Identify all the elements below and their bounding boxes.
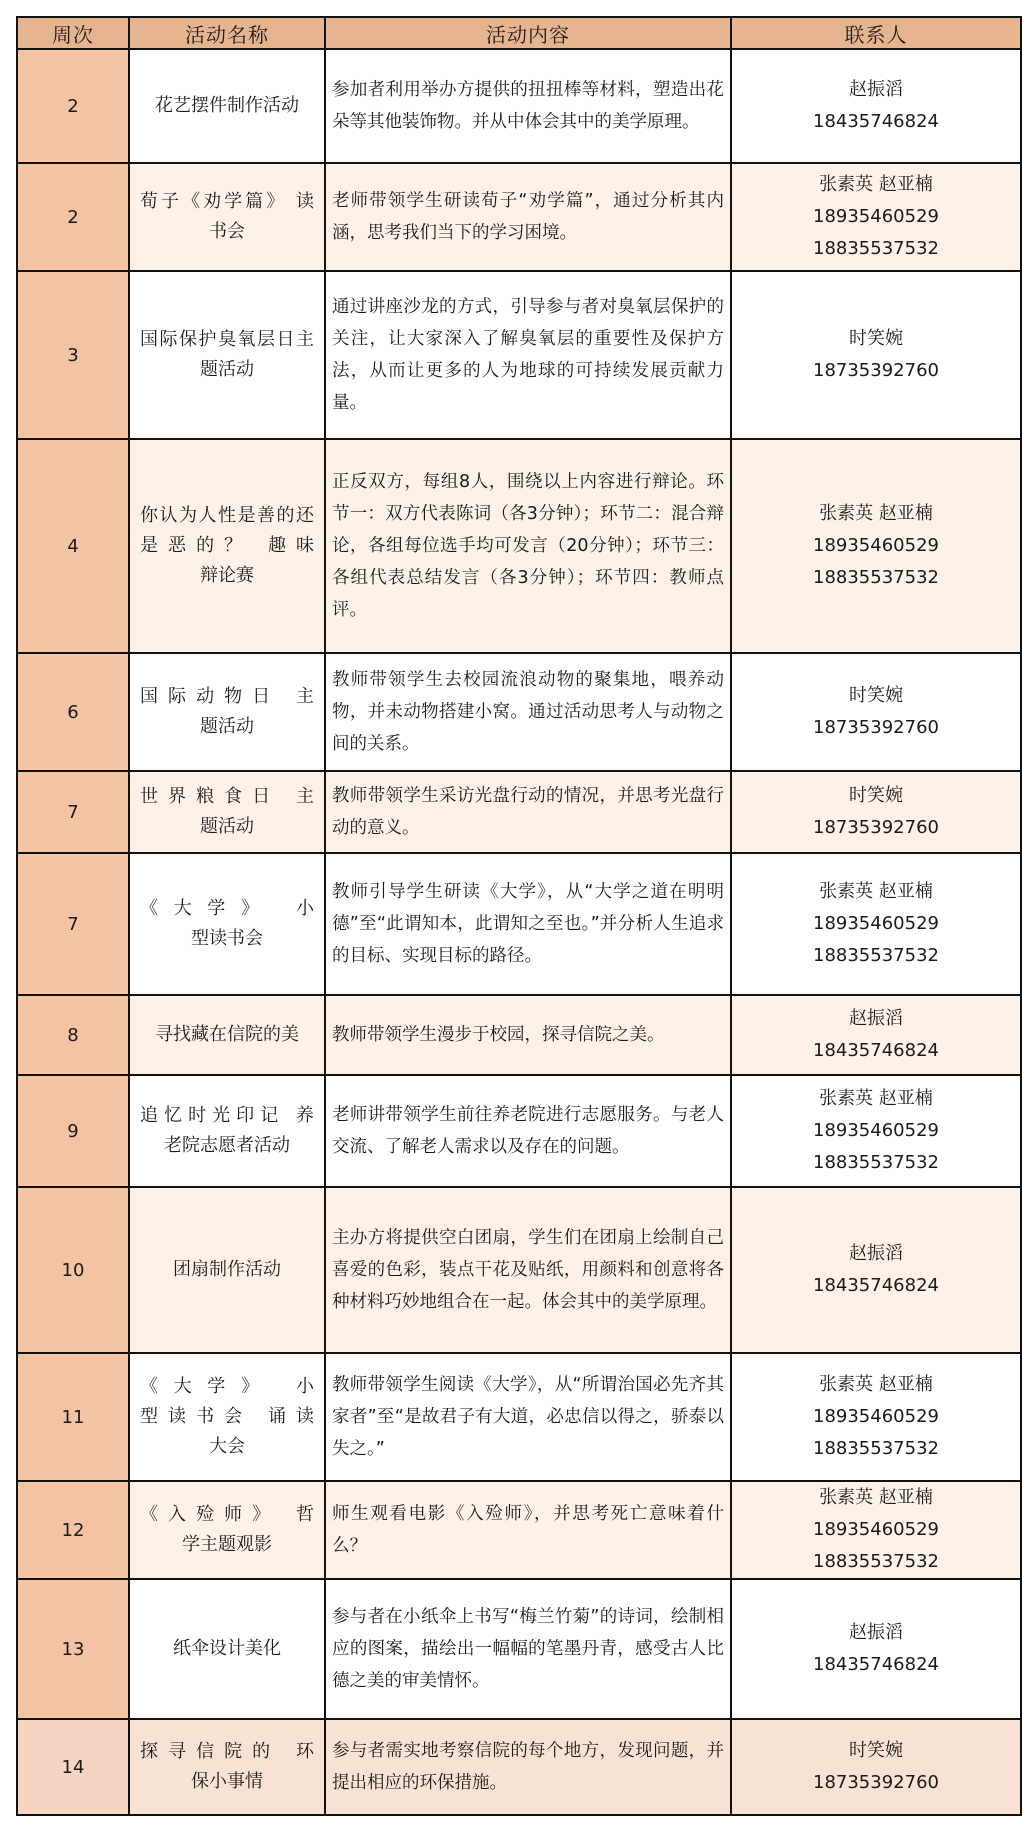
activity-name-line: 寻找藏在信院的美 — [155, 1024, 299, 1045]
contact-phone: 18935460529 — [813, 1120, 939, 1141]
contact-cell — [731, 1719, 1021, 1815]
contact-phone: 18935460529 — [813, 535, 939, 556]
week-cell: 7 — [17, 853, 129, 995]
contact-person: 张素英 赵亚楠 — [819, 1374, 933, 1395]
contact-phone: 18835537532 — [813, 945, 939, 966]
contact-person: 赵振滔 — [849, 1243, 903, 1264]
table-row — [17, 439, 1021, 653]
contact-phone: 18435746824 — [813, 111, 939, 132]
table-row — [17, 49, 1021, 163]
contact-phone: 18935460529 — [813, 913, 939, 934]
contact-phone: 18735392760 — [813, 360, 939, 381]
contact-cell — [731, 163, 1021, 271]
activity-content-cell: 师生观看电影《入殓师》，并思考死亡意味着什么？ — [325, 1481, 731, 1579]
contact-phone: 18935460529 — [813, 1406, 939, 1427]
contact-person: 张素英 赵亚楠 — [819, 881, 933, 902]
activity-name-cell — [129, 439, 325, 653]
table-row — [17, 1353, 1021, 1481]
week-cell: 8 — [17, 995, 129, 1075]
contact-person: 赵振滔 — [849, 1622, 903, 1643]
contact-cell — [731, 771, 1021, 853]
activity-name-line: 世界粮食日 主 — [140, 786, 314, 807]
activity-content-cell: 教师带领学生漫步于校园，探寻信院之美。 — [325, 995, 731, 1075]
activity-name-line: 花艺摆件制作活动 — [155, 95, 299, 116]
activity-content-cell: 主办方将提供空白团扇，学生们在团扇上绘制自己喜爱的色彩，装点干花及贴纸，用颜料和创意将各种材料巧妙地组合在一起。体会其中的美学原理。 — [325, 1187, 731, 1353]
contact-cell — [731, 1353, 1021, 1481]
activity-name-line: 书会 — [209, 221, 245, 242]
contact-phone: 18935460529 — [813, 206, 939, 227]
activity-schedule-table — [16, 16, 1022, 1816]
contact-cell — [731, 1579, 1021, 1719]
activity-name-cell — [129, 653, 325, 771]
contact-person: 张素英 赵亚楠 — [819, 503, 933, 524]
table-row — [17, 1579, 1021, 1719]
week-cell: 6 — [17, 653, 129, 771]
activity-name-line: 《入殓师》 哲 — [140, 1504, 314, 1525]
contact-phone: 18835537532 — [813, 238, 939, 259]
week-cell: 12 — [17, 1481, 129, 1579]
header-activity-content: 活动内容 — [325, 17, 731, 49]
table-row — [17, 271, 1021, 439]
activity-name-line: 老院志愿者活动 — [164, 1135, 290, 1156]
activity-name-line: 你认为人性是善的还 — [140, 505, 314, 526]
contact-person: 张素英 赵亚楠 — [819, 1487, 933, 1508]
contact-phone: 18835537532 — [813, 1551, 939, 1572]
activity-name-line: 题活动 — [200, 359, 254, 380]
activity-name-line: 辩论赛 — [200, 565, 254, 586]
contact-person: 赵振滔 — [849, 79, 903, 100]
week-cell: 2 — [17, 49, 129, 163]
week-cell: 10 — [17, 1187, 129, 1353]
contact-cell — [731, 49, 1021, 163]
activity-name-line: 学主题观影 — [182, 1534, 272, 1555]
activity-name-cell — [129, 49, 325, 163]
activity-name-cell — [129, 1075, 325, 1187]
contact-cell — [731, 271, 1021, 439]
activity-content-cell: 参加者利用举办方提供的扭扭棒等材料，塑造出花朵等其他装饰物。并从中体会其中的美学原理。 — [325, 49, 731, 163]
activity-name-line: 荀子《劝学篇》 读 — [140, 191, 314, 212]
activity-name-line: 题活动 — [200, 816, 254, 837]
activity-name-cell — [129, 1353, 325, 1481]
contact-person: 时笑婉 — [849, 328, 903, 349]
activity-name-line: 是恶的？ 趣味 — [140, 535, 314, 556]
contact-phone: 18835537532 — [813, 1438, 939, 1459]
activity-name-cell — [129, 271, 325, 439]
week-cell: 14 — [17, 1719, 129, 1815]
contact-cell — [731, 853, 1021, 995]
table-body — [17, 49, 1021, 1815]
contact-phone: 18435746824 — [813, 1275, 939, 1296]
activity-name-cell — [129, 771, 325, 853]
contact-person: 时笑婉 — [849, 785, 903, 806]
activity-name-cell — [129, 1719, 325, 1815]
activity-name-line: 《大学》 小 — [140, 1376, 314, 1397]
activity-name-cell — [129, 1579, 325, 1719]
week-cell: 2 — [17, 163, 129, 271]
table-row — [17, 1075, 1021, 1187]
activity-name-line: 追忆时光印记 养 — [140, 1105, 314, 1126]
activity-content-cell: 老师讲带领学生前往养老院进行志愿服务。与老人交流、了解老人需求以及存在的问题。 — [325, 1075, 731, 1187]
table-row — [17, 771, 1021, 853]
activity-content-cell: 参与者需实地考察信院的每个地方，发现问题，并提出相应的环保措施。 — [325, 1719, 731, 1815]
activity-content-cell: 教师带领学生采访光盘行动的情况，并思考光盘行动的意义。 — [325, 771, 731, 853]
activity-name-line: 团扇制作活动 — [173, 1259, 281, 1280]
contact-cell — [731, 1481, 1021, 1579]
header-week: 周次 — [17, 17, 129, 49]
contact-phone: 18935460529 — [813, 1519, 939, 1540]
contact-phone: 18835537532 — [813, 567, 939, 588]
activity-name-cell — [129, 163, 325, 271]
activity-name-line: 型读书会 — [191, 928, 263, 949]
activity-content-cell: 通过讲座沙龙的方式，引导参与者对臭氧层保护的关注，让大家深入了解臭氧层的重要性及保护方法，从而让更多的人为地球的可持续发展贡献力量。 — [325, 271, 731, 439]
activity-name-line: 大会 — [209, 1436, 245, 1457]
table-row — [17, 1187, 1021, 1353]
contact-person: 时笑婉 — [849, 1740, 903, 1761]
activity-name-line: 型读书会 诵读 — [140, 1406, 314, 1427]
week-cell: 3 — [17, 271, 129, 439]
activity-name-line: 探寻信院的 环 — [140, 1741, 314, 1762]
activity-name-cell — [129, 995, 325, 1075]
activity-content-cell: 老师带领学生研读荀子“劝学篇”，通过分析其内涵，思考我们当下的学习困境。 — [325, 163, 731, 271]
contact-cell — [731, 1075, 1021, 1187]
week-cell: 13 — [17, 1579, 129, 1719]
contact-cell — [731, 1187, 1021, 1353]
activity-table-wrapper — [16, 16, 1020, 1816]
activity-content-cell: 参与者在小纸伞上书写“梅兰竹菊”的诗词，绘制相应的图案，描绘出一幅幅的笔墨丹青，感受古人比德之美的审美情怀。 — [325, 1579, 731, 1719]
activity-name-line: 题活动 — [200, 716, 254, 737]
activity-name-line: 纸伞设计美化 — [173, 1638, 281, 1659]
contact-phone: 18835537532 — [813, 1152, 939, 1173]
activity-content-cell: 正反双方，每组8人，围绕以上内容进行辩论。环节一：双方代表陈词（各3分钟）；环节二：混合辩论，各组每位选手均可发言（20分钟）；环节三：各组代表总结发言（各3分钟）；环节四：教师点评。 — [325, 439, 731, 653]
week-cell: 9 — [17, 1075, 129, 1187]
contact-cell — [731, 653, 1021, 771]
contact-person: 时笑婉 — [849, 685, 903, 706]
week-cell: 11 — [17, 1353, 129, 1481]
activity-name-cell — [129, 1187, 325, 1353]
activity-content-cell: 教师带领学生阅读《大学》，从“所谓治国必先齐其家者”至“是故君子有大道，必忠信以得之，骄泰以失之。” — [325, 1353, 731, 1481]
contact-phone: 18435746824 — [813, 1654, 939, 1675]
activity-name-cell — [129, 853, 325, 995]
contact-person: 张素英 赵亚楠 — [819, 1088, 933, 1109]
table-row — [17, 163, 1021, 271]
activity-content-cell: 教师带领学生去校园流浪动物的聚集地，喂养动物，并未动物搭建小窝。通过活动思考人与动物之间的关系。 — [325, 653, 731, 771]
week-cell: 7 — [17, 771, 129, 853]
activity-name-line: 国际保护臭氧层日主 — [140, 329, 314, 350]
header-row — [17, 17, 1021, 49]
contact-phone: 18735392760 — [813, 1772, 939, 1793]
activity-content-cell: 教师引导学生研读《大学》，从“大学之道在明明德”至“此谓知本，此谓知之至也。”并分析人生追求的目标、实现目标的路径。 — [325, 853, 731, 995]
header-activity-name: 活动名称 — [129, 17, 325, 49]
contact-cell — [731, 439, 1021, 653]
contact-phone: 18735392760 — [813, 717, 939, 738]
contact-cell — [731, 995, 1021, 1075]
table-row — [17, 1719, 1021, 1815]
week-cell: 4 — [17, 439, 129, 653]
table-row — [17, 853, 1021, 995]
contact-phone: 18735392760 — [813, 817, 939, 838]
activity-name-line: 保小事情 — [191, 1771, 263, 1792]
contact-person: 张素英 赵亚楠 — [819, 174, 933, 195]
contact-person: 赵振滔 — [849, 1008, 903, 1029]
table-row — [17, 995, 1021, 1075]
contact-phone: 18435746824 — [813, 1040, 939, 1061]
activity-name-line: 《大学》 小 — [140, 898, 314, 919]
header-contact: 联系人 — [731, 17, 1021, 49]
activity-name-line: 国际动物日 主 — [140, 686, 314, 707]
activity-name-cell — [129, 1481, 325, 1579]
table-row — [17, 653, 1021, 771]
table-row — [17, 1481, 1021, 1579]
